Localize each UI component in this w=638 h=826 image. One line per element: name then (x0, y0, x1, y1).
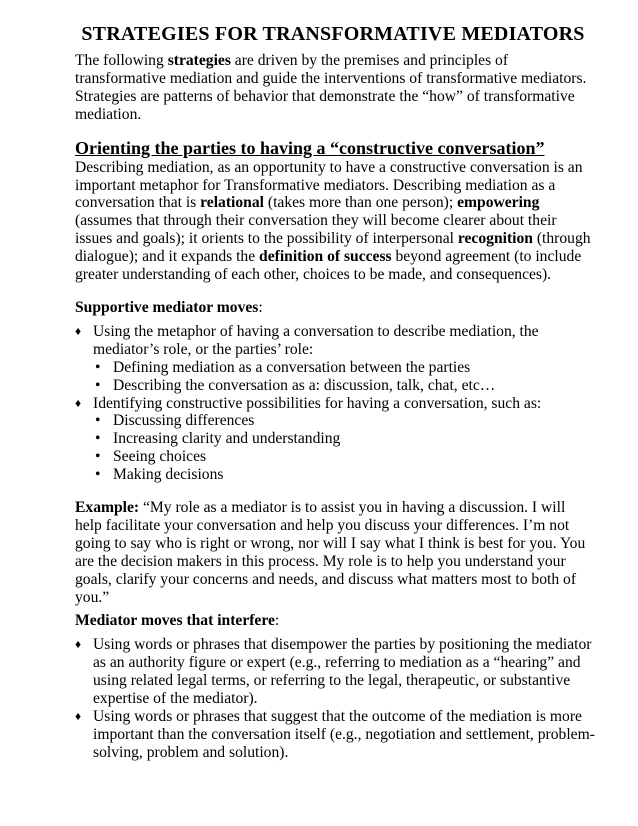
section-heading-orienting: Orienting the parties to having a “constructive conversation” (75, 137, 545, 158)
example-label: Example: (75, 499, 140, 517)
interfere-moves-list (75, 636, 595, 761)
intro-paragraph: The following strategies are driven by the premises and principles of transformative mediation and guide the interventions of transformative mediators. Strategies are patterns of behavior that demonstrate the “how” of transformative mediation. (75, 52, 587, 123)
sub-list (93, 412, 595, 484)
diamond-bullet-icon: ♦ (75, 637, 82, 652)
diamond-bullet-icon: ♦ (75, 709, 82, 723)
list-item: ♦ Identifying constructive possibilities for having a conversation, such as: • Discussing differences • Increasing clarity and understanding • Seeing choices • Making decisions (75, 395, 595, 485)
bullet-icon: • (95, 376, 101, 394)
bullet-icon: • (95, 466, 101, 484)
interfere-moves-heading: Mediator moves that interfere: (75, 612, 280, 630)
diamond-bullet-icon: ♦ (75, 323, 82, 338)
list-item: ♦ Using words or phrases that disempower the parties by positioning the mediator as an authority figure or expert (e.g., referring to mediation as a “hearing” and using related legal terms, or referring to the legal, therapeutic, or substantive expertise of the mediator). (75, 636, 592, 708)
term-empowering: empowering (457, 194, 540, 212)
list-item: ♦ Using words or phrases that suggest that the outcome of the mediation is more important than the conversation itself (e.g., negotiation and settlement, problem-solving, problem and solution). (75, 708, 595, 761)
list-item: • Discussing differences (95, 412, 255, 430)
list-item: • Making decisions (95, 466, 224, 484)
term-definition-of-success: definition of success (259, 248, 392, 266)
supportive-moves-list (75, 323, 595, 484)
term-relational: relational (200, 194, 264, 212)
example-paragraph: Example: “My role as a mediator is to assist you in having a discussion. I will help facilitate your conversation and help you discuss your differences. I’m not going to say who is right or wrong, nor will I say what I think is best for you. You are the decision makers in this process. My role is to help you understand your goals, clarify your concerns and needs, and discuss what matters most to both of you.” (75, 499, 586, 606)
list-item: • Defining mediation as a conversation between the parties (95, 358, 471, 376)
bullet-icon: • (95, 430, 101, 448)
list-item: • Seeing choices (95, 448, 207, 466)
list-item: ♦ Using the metaphor of having a conversation to describe mediation, the mediator’s role, or the parties’ role: • Defining mediation as a conversation between the parties • Describing the conversation as a: discussion, talk, chat, etc… (75, 323, 595, 395)
term-recognition: recognition (457, 230, 533, 248)
intro-bold-strategies: strategies (167, 52, 231, 69)
supportive-moves-heading: Supportive mediator moves: (75, 298, 263, 316)
bullet-icon: • (95, 448, 101, 466)
sub-list (93, 359, 595, 395)
diamond-bullet-icon: ♦ (75, 395, 82, 410)
orienting-paragraph: Describing mediation, as an opportunity to have a constructive conversation is an important metaphor for Transformative mediators. Describing mediation as a conversation that is relational (takes more than one person); empowering (assumes that through their conversation they will become clearer about their issues and goals); it orients to the possibility of interpersonal recognition (through dialogue); and it expands the definition of success beyond agreement (to include greater understanding of each other, choices to be made, and consequences). (75, 158, 591, 284)
list-item: • Increasing clarity and understanding (95, 430, 341, 448)
bullet-icon: • (95, 412, 101, 430)
page-title: STRATEGIES FOR TRANSFORMATIVE MEDIATORS (81, 23, 585, 45)
document-page (75, 22, 595, 762)
list-item: • Describing the conversation as a: discussion, talk, chat, etc… (95, 376, 496, 394)
bullet-icon: • (95, 358, 101, 376)
